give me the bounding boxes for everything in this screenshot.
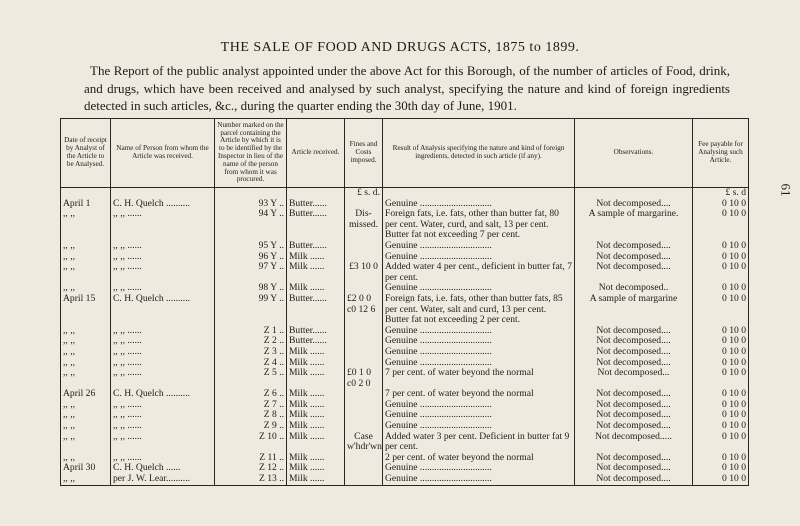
row-observation: Not decomposed.... bbox=[575, 400, 693, 411]
row-result: Genuine .............................. bbox=[383, 326, 575, 337]
table-header-row bbox=[61, 119, 749, 188]
header-date: Date of receipt by Analyst of the Article to be Analysed. bbox=[61, 119, 111, 188]
row-result: Added water 4 per cent., deficient in butter fat, 7 per cent. bbox=[383, 262, 575, 283]
table-row bbox=[61, 262, 749, 283]
row-name: C. H. Quelch ...... bbox=[111, 463, 215, 474]
row-observation: A sample of margarine. bbox=[575, 209, 693, 241]
row-date: ,, ,, bbox=[61, 474, 111, 485]
row-name: ,, ,, ...... bbox=[111, 453, 215, 464]
row-result: Genuine .............................. bbox=[383, 199, 575, 210]
row-fines bbox=[345, 347, 383, 358]
row-name: ,, ,, ...... bbox=[111, 262, 215, 283]
row-result: Genuine .............................. bbox=[383, 410, 575, 421]
row-fines: Dis- missed. bbox=[345, 209, 383, 241]
row-article: Milk ...... bbox=[287, 432, 345, 453]
table-row bbox=[61, 241, 749, 252]
fine-amount: £2 0 0 bbox=[347, 293, 371, 304]
row-date: April 1 bbox=[61, 199, 111, 210]
table-row bbox=[61, 326, 749, 337]
row-name: C. H. Quelch .......... bbox=[111, 294, 215, 326]
row-fee: 0 10 0 bbox=[693, 199, 749, 210]
row-number: Z 13 .. bbox=[215, 474, 287, 485]
row-name: ,, ,, ...... bbox=[111, 241, 215, 252]
row-fines bbox=[345, 358, 383, 369]
row-number: Z 10 .. bbox=[215, 432, 287, 453]
row-fee: 0 10 0 bbox=[693, 294, 749, 326]
table-row bbox=[61, 432, 749, 453]
row-fee: 0 10 0 bbox=[693, 368, 749, 389]
row-date: April 26 bbox=[61, 389, 111, 400]
row-observation: Not decomposed.... bbox=[575, 241, 693, 252]
row-fines bbox=[345, 294, 383, 326]
row-fines bbox=[345, 453, 383, 464]
row-article: Milk ...... bbox=[287, 389, 345, 400]
row-date: April 30 bbox=[61, 463, 111, 474]
header-number: Number marked on the parcel containing the Article by which it is to be identified by the Inspector in lieu of the name of the person from whom it was procured. bbox=[215, 119, 287, 188]
row-fines bbox=[345, 463, 383, 474]
row-date: ,, ,, bbox=[61, 262, 111, 283]
row-article: Milk ...... bbox=[287, 358, 345, 369]
row-article: Milk ...... bbox=[287, 421, 345, 432]
row-name: ,, ,, ...... bbox=[111, 400, 215, 411]
row-number: Z 4 .. bbox=[215, 358, 287, 369]
row-name: C. H. Quelch .......... bbox=[111, 199, 215, 210]
fine-amount: c0 2 0 bbox=[347, 377, 371, 389]
page-number: 61 bbox=[778, 183, 794, 197]
row-article: Butter...... bbox=[287, 336, 345, 347]
table-row bbox=[61, 474, 749, 485]
row-observation: Not decomposed.... bbox=[575, 389, 693, 400]
row-fines bbox=[345, 326, 383, 337]
row-fee: 0 10 0 bbox=[693, 262, 749, 283]
row-name: C. H. Quelch .......... bbox=[111, 389, 215, 400]
page-title: THE SALE OF FOOD AND DRUGS ACTS, 1875 to 1899. bbox=[220, 40, 580, 55]
table-row bbox=[61, 283, 749, 294]
row-number: 97 Y .. bbox=[215, 262, 287, 283]
row-article: Milk ...... bbox=[287, 368, 345, 389]
row-fee: 0 10 0 bbox=[693, 400, 749, 411]
row-article: Butter...... bbox=[287, 241, 345, 252]
row-observation: Not decomposed.... bbox=[575, 358, 693, 369]
row-article: Milk ...... bbox=[287, 283, 345, 294]
fee-units: £ s. d bbox=[693, 188, 749, 199]
row-number: 99 Y .. bbox=[215, 294, 287, 326]
row-observation: Not decomposed.... bbox=[575, 421, 693, 432]
row-fee: 0 10 0 bbox=[693, 326, 749, 337]
row-fee: 0 10 0 bbox=[693, 209, 749, 241]
row-number: Z 3 .. bbox=[215, 347, 287, 358]
row-name: ,, ,, ...... bbox=[111, 410, 215, 421]
row-observation: Not decomposed.... bbox=[575, 252, 693, 263]
row-observation: A sample of margarine bbox=[575, 294, 693, 326]
row-fee: 0 10 0 bbox=[693, 336, 749, 347]
header-observations: Observations. bbox=[575, 119, 693, 188]
row-fines: £3 10 0 bbox=[345, 262, 383, 283]
row-date: ,, ,, bbox=[61, 410, 111, 421]
row-date: ,, ,, bbox=[61, 336, 111, 347]
row-fee: 0 10 0 bbox=[693, 241, 749, 252]
row-fee: 0 10 0 bbox=[693, 421, 749, 432]
row-article: Milk ...... bbox=[287, 262, 345, 283]
row-number: Z 6 .. bbox=[215, 389, 287, 400]
row-fee: 0 10 0 bbox=[693, 283, 749, 294]
row-observation: Not decomposed.... bbox=[575, 336, 693, 347]
table-row bbox=[61, 209, 749, 241]
row-fines bbox=[345, 474, 383, 485]
row-observation: Not decomposed.... bbox=[575, 463, 693, 474]
row-result: Genuine .............................. bbox=[383, 347, 575, 358]
row-date: ,, ,, bbox=[61, 453, 111, 464]
row-fines bbox=[345, 368, 383, 389]
row-observation: Not decomposed... bbox=[575, 368, 693, 389]
row-fee: 0 10 0 bbox=[693, 347, 749, 358]
row-result: Genuine .............................. bbox=[383, 474, 575, 485]
row-result: Genuine .............................. bbox=[383, 283, 575, 294]
row-fines bbox=[345, 252, 383, 263]
row-article: Butter...... bbox=[287, 209, 345, 241]
row-date: ,, ,, bbox=[61, 241, 111, 252]
row-fines bbox=[345, 410, 383, 421]
analysis-report-table bbox=[60, 118, 749, 486]
row-observation: Not decomposed.. bbox=[575, 283, 693, 294]
row-observation: Not decomposed.... bbox=[575, 453, 693, 464]
row-name: ,, ,, ...... bbox=[111, 252, 215, 263]
row-article: Milk ...... bbox=[287, 474, 345, 485]
row-name: ,, ,, ...... bbox=[111, 209, 215, 241]
row-result: Genuine .............................. bbox=[383, 358, 575, 369]
row-date: ,, ,, bbox=[61, 358, 111, 369]
row-date: ,, ,, bbox=[61, 400, 111, 411]
row-result: Genuine .............................. bbox=[383, 241, 575, 252]
row-article: Milk ...... bbox=[287, 347, 345, 358]
row-result: Genuine .............................. bbox=[383, 421, 575, 432]
row-result: 7 per cent. of water beyond the normal bbox=[383, 368, 575, 389]
row-result: Added water 3 per cent. Deficient in butter fat 9 per cent. bbox=[383, 432, 575, 453]
header-fee: Fee payable for Analysing such Article. bbox=[693, 119, 749, 188]
row-result: Foreign fats, i.e. fats, other than butter fats, 85 per cent. Water, salt and curd, 13 per cent. Butter fat not exceeding 2 per cent. bbox=[383, 294, 575, 326]
row-fines: Case w'hdr'wn bbox=[345, 432, 383, 453]
row-article: Milk ...... bbox=[287, 410, 345, 421]
row-date: ,, ,, bbox=[61, 368, 111, 389]
row-article: Milk ...... bbox=[287, 400, 345, 411]
row-result: Genuine .............................. bbox=[383, 336, 575, 347]
row-fines bbox=[345, 389, 383, 400]
row-observation: Not decomposed.... bbox=[575, 326, 693, 337]
header-fines: Fines and Costs imposed. bbox=[345, 119, 383, 188]
row-result: Genuine .............................. bbox=[383, 400, 575, 411]
row-observation: Not decomposed.... bbox=[575, 347, 693, 358]
table-row bbox=[61, 463, 749, 474]
row-article: Butter...... bbox=[287, 294, 345, 326]
row-date: ,, ,, bbox=[61, 432, 111, 453]
row-fee: 0 10 0 bbox=[693, 252, 749, 263]
row-number: Z 8 .. bbox=[215, 410, 287, 421]
row-fee: 0 10 0 bbox=[693, 410, 749, 421]
table-body bbox=[61, 188, 749, 486]
table-row bbox=[61, 358, 749, 369]
row-number: 93 Y .. bbox=[215, 199, 287, 210]
row-article: Butter...... bbox=[287, 199, 345, 210]
row-fee: 0 10 0 bbox=[693, 474, 749, 485]
row-fee: 0 10 0 bbox=[693, 453, 749, 464]
row-article: Butter...... bbox=[287, 326, 345, 337]
row-name: ,, ,, ...... bbox=[111, 336, 215, 347]
row-date: ,, ,, bbox=[61, 421, 111, 432]
row-date: ,, ,, bbox=[61, 252, 111, 263]
header-result: Result of Analysis specifying the nature and kind of foreign ingredients, detected in such article (if any). bbox=[383, 119, 575, 188]
row-observation: Not decomposed.... bbox=[575, 199, 693, 210]
row-observation: Not decomposed..... bbox=[575, 432, 693, 453]
row-name: ,, ,, ...... bbox=[111, 432, 215, 453]
header-article: Article received. bbox=[287, 119, 345, 188]
row-result: Genuine .............................. bbox=[383, 463, 575, 474]
row-fee: 0 10 0 bbox=[693, 389, 749, 400]
row-number: 95 Y .. bbox=[215, 241, 287, 252]
row-name: ,, ,, ...... bbox=[111, 326, 215, 337]
row-number: Z 11 .. bbox=[215, 453, 287, 464]
row-date: ,, ,, bbox=[61, 347, 111, 358]
row-number: Z 1 .. bbox=[215, 326, 287, 337]
fine-amount: £0 1 0 bbox=[347, 368, 371, 379]
row-number: Z 2 .. bbox=[215, 336, 287, 347]
row-observation: Not decomposed.... bbox=[575, 410, 693, 421]
table-row bbox=[61, 400, 749, 411]
fines-units: £ s. d. bbox=[345, 188, 383, 199]
table-row bbox=[61, 294, 749, 326]
row-fee: 0 10 0 bbox=[693, 432, 749, 453]
row-result: Foreign fats, i.e. fats, other than butter fat, 80 per cent. Water, curd, and salt, 13 per cent. Butter fat not exceeding 7 per cent. bbox=[383, 209, 575, 241]
row-number: Z 5 .. bbox=[215, 368, 287, 389]
row-fines bbox=[345, 336, 383, 347]
row-observation: Not decomposed.... bbox=[575, 474, 693, 485]
row-date: ,, ,, bbox=[61, 209, 111, 241]
row-number: Z 12 .. bbox=[215, 463, 287, 474]
row-number: Z 7 .. bbox=[215, 400, 287, 411]
row-name: ,, ,, ...... bbox=[111, 421, 215, 432]
row-name: ,, ,, ...... bbox=[111, 347, 215, 358]
table-row bbox=[61, 252, 749, 263]
row-name: ,, ,, ...... bbox=[111, 283, 215, 294]
row-fines bbox=[345, 421, 383, 432]
row-result: Genuine .............................. bbox=[383, 252, 575, 263]
intro-paragraph: The Report of the public analyst appointed under the above Act for this Borough, of the number of articles of Food, drink, and drugs, which have been received and analysed by such analyst, specifying the nature and kind of foreign ingredients detected in such articles, &c., during the quarter ending the 30th day of June, 1901. bbox=[84, 63, 730, 113]
row-fines bbox=[345, 241, 383, 252]
row-article: Milk ...... bbox=[287, 463, 345, 474]
row-result: 7 per cent. of water beyond the normal bbox=[383, 389, 575, 400]
table-row bbox=[61, 421, 749, 432]
table-row bbox=[61, 336, 749, 347]
row-date: April 15 bbox=[61, 294, 111, 326]
row-date: ,, ,, bbox=[61, 326, 111, 337]
row-article: Milk ...... bbox=[287, 453, 345, 464]
row-fines bbox=[345, 400, 383, 411]
header-name: Name of Person from whom the Article was received. bbox=[111, 119, 215, 188]
table-row bbox=[61, 453, 749, 464]
row-number: 98 Y .. bbox=[215, 283, 287, 294]
table-row bbox=[61, 347, 749, 358]
row-date: ,, ,, bbox=[61, 283, 111, 294]
table-row bbox=[61, 389, 749, 400]
table-row bbox=[61, 199, 749, 210]
row-name: ,, ,, ...... bbox=[111, 368, 215, 389]
row-number: 96 Y .. bbox=[215, 252, 287, 263]
units-row bbox=[61, 188, 749, 199]
row-fines bbox=[345, 283, 383, 294]
row-fee: 0 10 0 bbox=[693, 358, 749, 369]
fine-amount: c0 12 6 bbox=[347, 303, 376, 315]
row-fines bbox=[345, 199, 383, 210]
row-number: Z 9 .. bbox=[215, 421, 287, 432]
table-row bbox=[61, 368, 749, 389]
table-row bbox=[61, 410, 749, 421]
row-article: Milk ...... bbox=[287, 252, 345, 263]
row-result: 2 per cent. of water beyond the normal bbox=[383, 453, 575, 464]
row-number: 94 Y .. bbox=[215, 209, 287, 241]
row-name: per J. W. Lear.......... bbox=[111, 474, 215, 485]
row-name: ,, ,, ...... bbox=[111, 358, 215, 369]
row-fee: 0 10 0 bbox=[693, 463, 749, 474]
row-observation: Not decomposed.... bbox=[575, 262, 693, 283]
